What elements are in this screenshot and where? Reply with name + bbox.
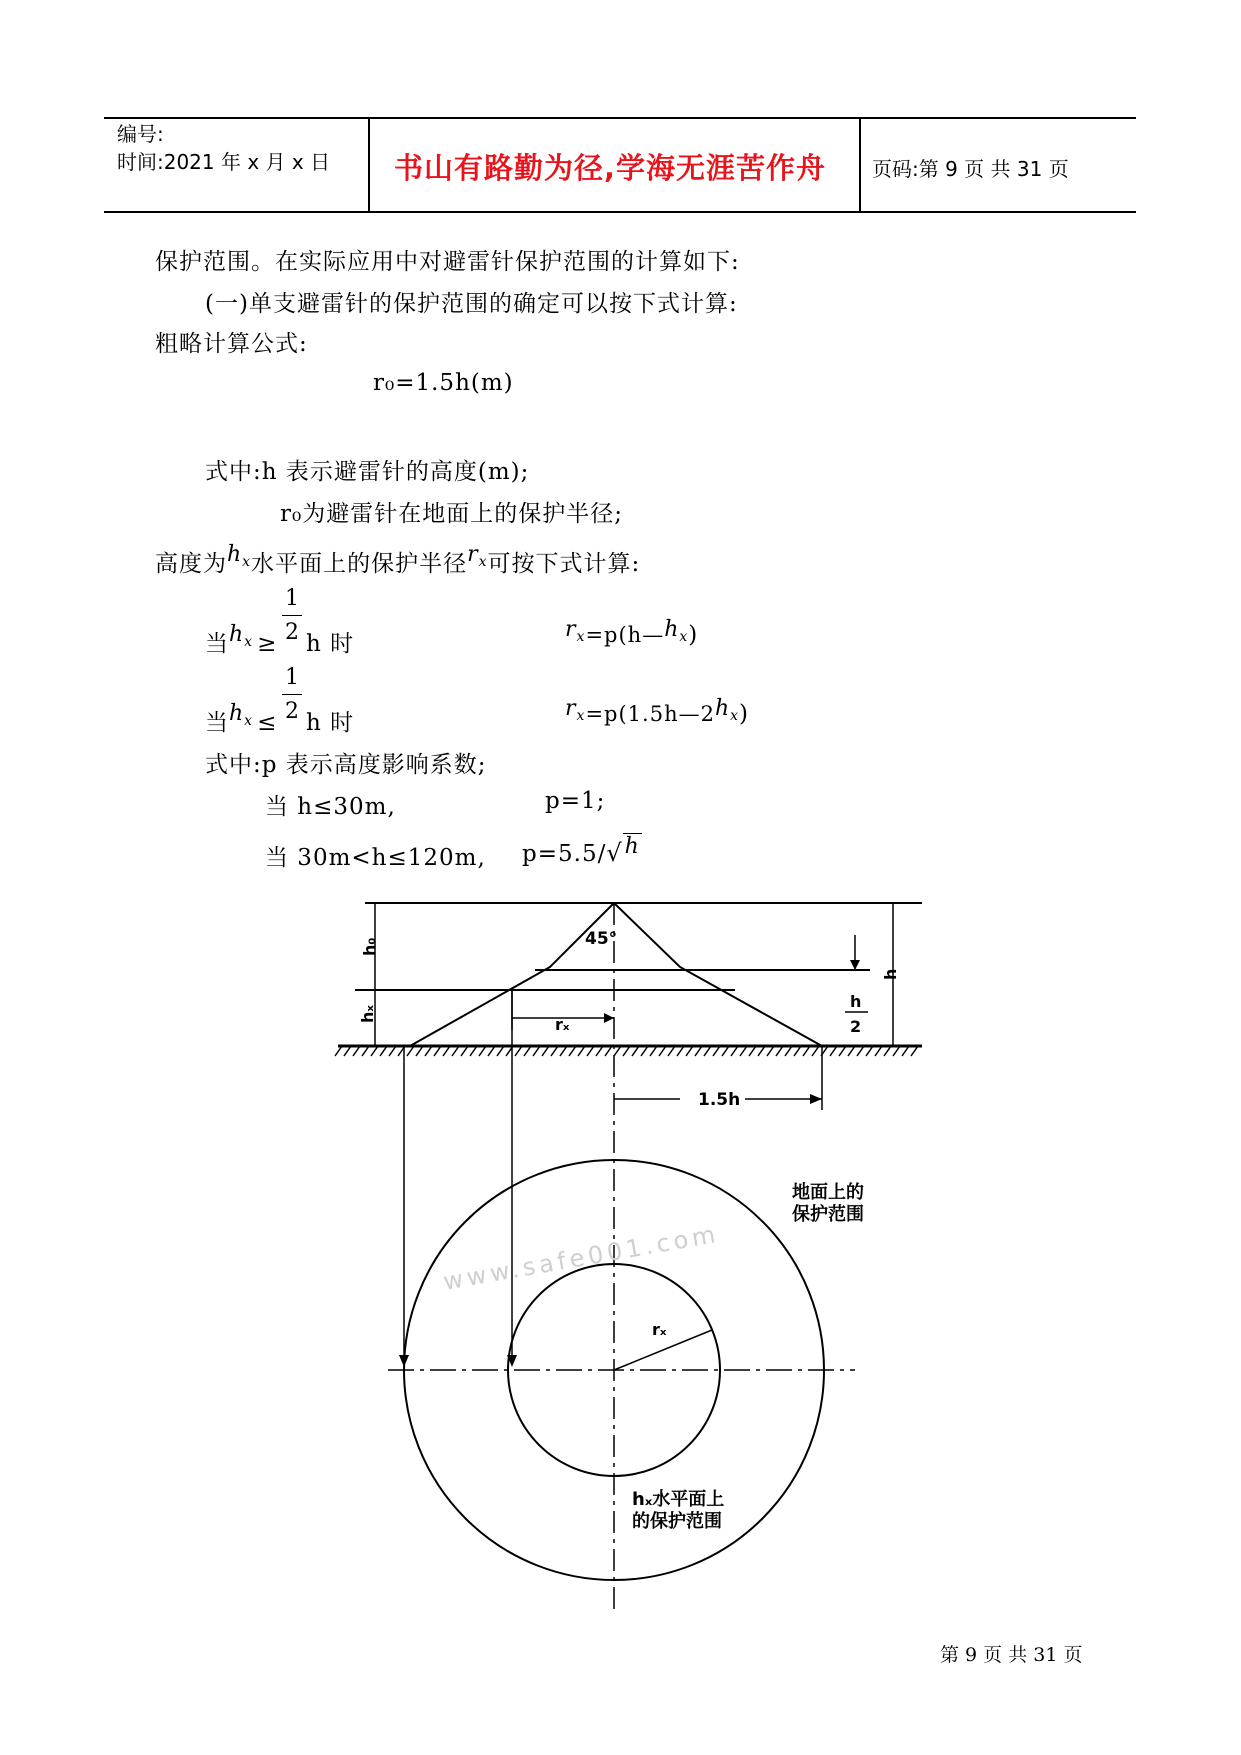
case2-hx-h: h <box>229 701 245 726</box>
h0-label: h₀ <box>360 937 379 956</box>
h-label: h <box>881 968 900 980</box>
hx-sub: x <box>242 554 252 570</box>
case1-when: 当 <box>205 631 229 657</box>
h-over-2-den: 2 <box>850 1017 862 1036</box>
rx-r: r <box>467 542 479 567</box>
arrow-h0-down <box>850 960 860 970</box>
angle-label: 45° <box>585 929 618 949</box>
case1-hx2-h: h <box>664 617 680 642</box>
case1-h: h 时 <box>306 631 355 657</box>
case2-hx2-sub: x <box>730 708 740 724</box>
case1-hx-h: h <box>229 622 245 647</box>
case2-hx-sub: x <box>244 713 254 729</box>
hx-range-label-2: 的保护范围 <box>632 1511 722 1532</box>
hx-range-label-1: hₓ水平面上 <box>632 1489 725 1510</box>
footer-page: 第 9 页 共 31 页 <box>940 1644 1083 1666</box>
ground-range-label-2: 保护范围 <box>792 1204 864 1225</box>
rx-sub: x <box>478 554 488 570</box>
watermark: www.safe001.com <box>441 1219 722 1296</box>
protection-cone-right <box>614 903 822 1046</box>
height-line-b: 水平面上的保护半径 <box>251 551 468 577</box>
case2-h: h 时 <box>306 710 355 736</box>
where-h: 式中:h 表示避雷针的高度(m); <box>205 459 530 485</box>
case2-frac-den: 2 <box>285 699 299 724</box>
rx-label-circle: rₓ <box>652 1320 667 1339</box>
paragraph-1: 保护范围。在实际应用中对避雷针保护范围的计算如下: <box>155 249 740 275</box>
where-r0: r₀为避雷针在地面上的保护半径; <box>280 501 623 527</box>
h-over-2-num: h <box>850 992 862 1011</box>
case1-formula-b: ) <box>688 622 699 648</box>
sqrt-symbol: √ <box>606 839 623 867</box>
paragraph-2: (一)单支避雷针的保护范围的确定可以按下式计算: <box>205 291 738 317</box>
case2-op: ≤ <box>257 710 278 736</box>
case1-hx2-sub: x <box>679 629 689 645</box>
sqrt-h: h <box>624 834 640 859</box>
case1-hx-sub: x <box>244 634 254 650</box>
case2-rx-sub: x <box>576 708 586 724</box>
condition-2: 当 30m<h≤120m, <box>265 845 486 871</box>
case1-frac-num: 1 <box>285 586 299 611</box>
case1-frac-den: 2 <box>285 620 299 645</box>
formula-r0: r₀=1.5h(m) <box>373 370 514 396</box>
case1-op: ≥ <box>257 631 278 657</box>
case1-formula-a: =p(h— <box>585 623 665 647</box>
header-page-code: 页码:第 9 页 共 31 页 <box>872 157 1069 181</box>
condition-1-value: p=1; <box>545 788 606 814</box>
condition-1: 当 h≤30m, <box>265 794 396 820</box>
case1-rx-r: r <box>565 617 577 642</box>
header-number-label: 编号: <box>117 122 164 146</box>
case2-formula-a: =p(1.5h—2 <box>585 702 715 726</box>
p-definition: 式中:p 表示高度影响系数; <box>205 752 487 778</box>
case2-when: 当 <box>205 710 229 736</box>
header-time-label: 时间:2021 年 x 月 x 日 <box>117 150 331 174</box>
arrow-proj-left <box>399 1355 409 1367</box>
case2-rx-r: r <box>565 696 577 721</box>
case2-hx2-h: h <box>714 696 731 721</box>
rx-label-top: rₓ <box>555 1015 570 1034</box>
height-line-a: 高度为 <box>155 551 227 577</box>
hx-h: h <box>227 542 243 567</box>
case1-rx-sub: x <box>576 629 586 645</box>
height-line-c: 可按下式计算: <box>487 551 641 577</box>
dim-1.5h-label: 1.5h <box>698 1090 741 1110</box>
arrow-1.5h-right <box>810 1094 822 1104</box>
paragraph-3: 粗略计算公式: <box>155 331 308 357</box>
case2-frac-num: 1 <box>285 665 299 690</box>
ground-range-label-1: 地面上的 <box>792 1182 864 1203</box>
header-motto: 书山有路勤为径,学海无涯苦作舟 <box>394 151 827 185</box>
hx-label: hₓ <box>358 1005 377 1023</box>
case2-formula-b: ) <box>739 701 750 727</box>
condition-2-value-text: p=5.5/ <box>522 841 607 867</box>
arrow-rx-right <box>604 1013 614 1023</box>
